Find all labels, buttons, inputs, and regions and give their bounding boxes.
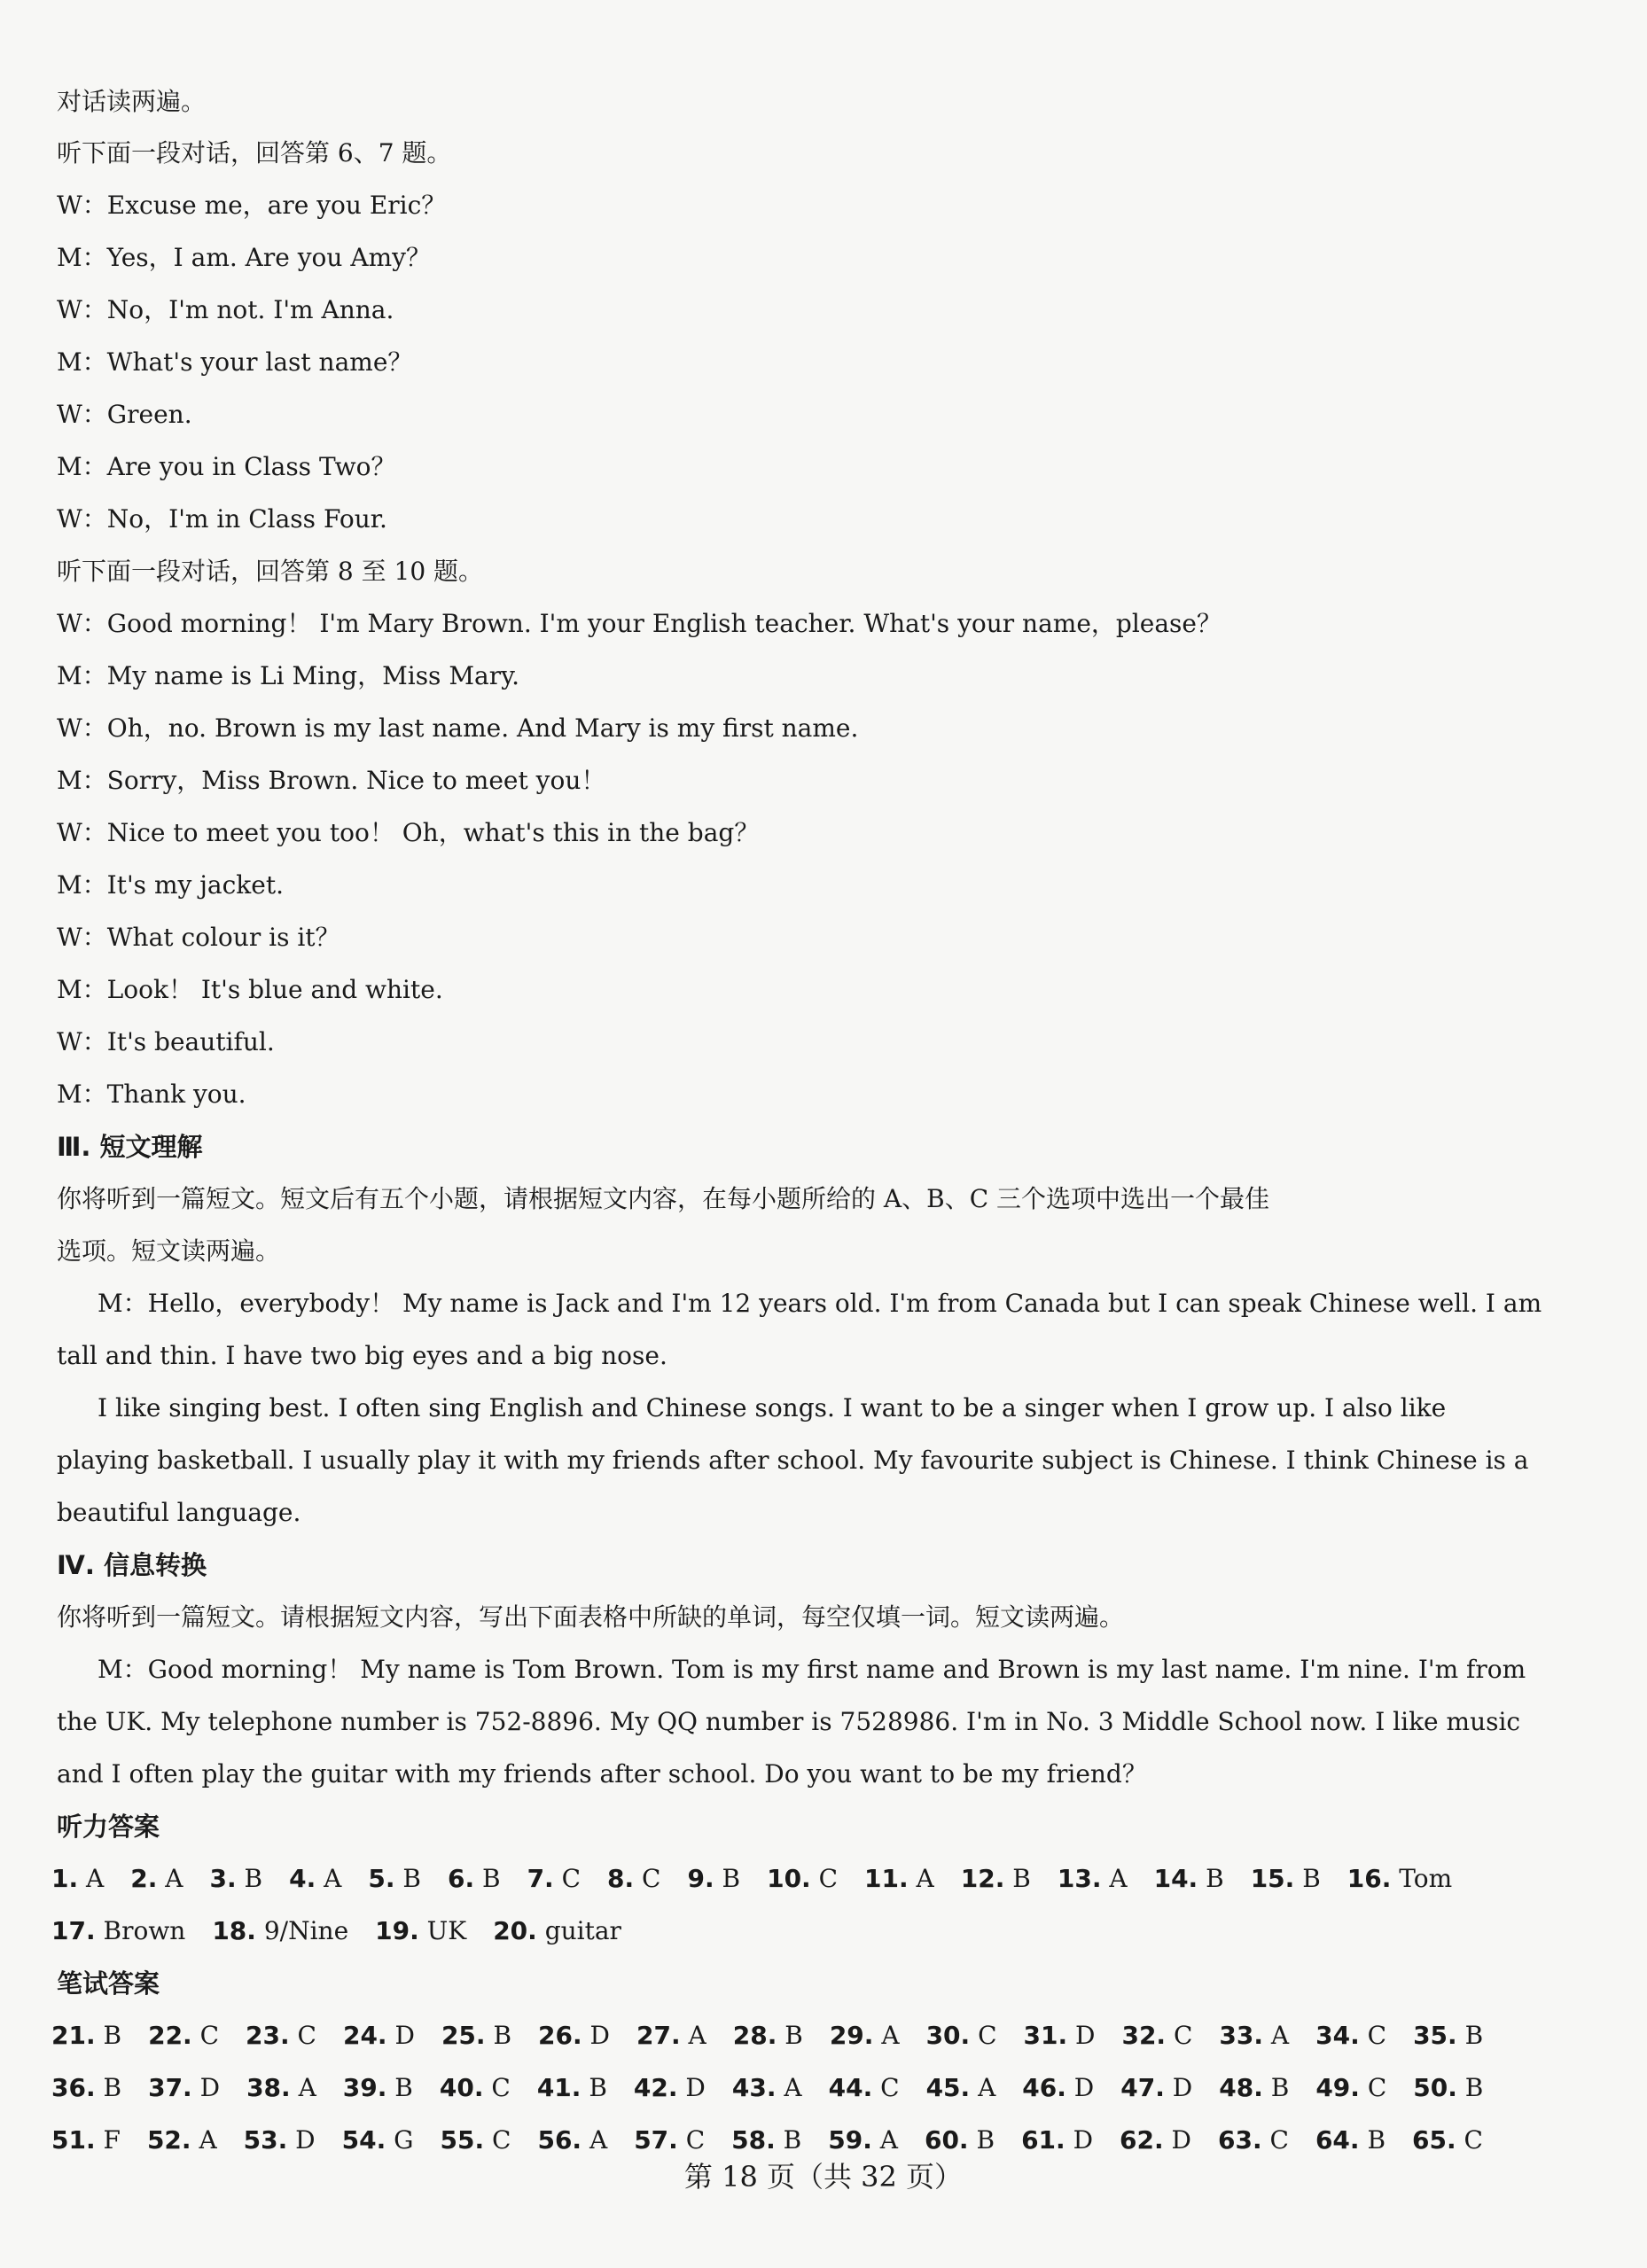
- answer-number: 15.: [1250, 1864, 1295, 1893]
- answer-value: B: [386, 2073, 413, 2102]
- answer-value: D: [1164, 2073, 1193, 2102]
- answer-item: [1413, 2070, 1483, 2106]
- answer-value: B: [581, 2073, 607, 2102]
- answer-item: [1058, 1861, 1128, 1897]
- answer-value: guitar: [536, 1916, 621, 1945]
- answer-value: B: [474, 1864, 501, 1893]
- answer-value: C: [677, 2125, 706, 2155]
- answer-item: [1315, 2123, 1386, 2158]
- answer-number: 50.: [1413, 2073, 1457, 2102]
- answer-number: 22.: [148, 2021, 192, 2050]
- answer-number: 14.: [1153, 1864, 1198, 1893]
- answer-value: C: [1456, 2125, 1483, 2155]
- answer-item: [210, 1861, 263, 1897]
- answer-item: [961, 1861, 1031, 1897]
- answer-number: 37.: [148, 2073, 192, 2102]
- answer-item: [448, 1861, 501, 1897]
- answer-item: [246, 2070, 316, 2106]
- answer-item: [733, 2018, 803, 2054]
- answer-value: B: [775, 2125, 802, 2155]
- answer-number: 5.: [368, 1864, 395, 1893]
- answer-number: 51.: [51, 2125, 96, 2155]
- answer-number: 65.: [1412, 2125, 1456, 2155]
- answer-number: 1.: [51, 1864, 79, 1893]
- answer-item: [732, 2070, 802, 2106]
- answer-item: [289, 1861, 341, 1897]
- answer-value: A: [871, 2125, 898, 2155]
- answer-value: A: [582, 2125, 608, 2155]
- section-3-instructions: 你将听到一篇短文。短文后有五个小题，请根据短文内容，在每小题所给的 A、B、C 三个选项中选出一个最佳: [57, 1184, 1270, 1213]
- answer-number: 16.: [1346, 1864, 1392, 1893]
- answer-item: [51, 1861, 104, 1897]
- answer-number: 27.: [636, 2021, 681, 2050]
- answer-item: [212, 1913, 348, 1949]
- dialogue-line: M：It's my jacket.: [57, 870, 284, 900]
- answer-number: 56.: [537, 2125, 582, 2155]
- answer-number: 35.: [1413, 2021, 1457, 2050]
- answer-value: A: [970, 2073, 996, 2102]
- answer-item: [767, 1861, 838, 1897]
- answer-item: [607, 1861, 660, 1897]
- answer-item: [830, 2018, 900, 2054]
- dialogue-line: M：Thank you.: [57, 1079, 246, 1109]
- answer-item: [634, 2070, 706, 2106]
- section-4-instructions: 你将听到一篇短文。请根据短文内容，写出下面表格中所缺的单词，每空仅填一词。短文读两遍。: [57, 1602, 1125, 1632]
- answer-item: [864, 1861, 934, 1897]
- answer-item: [51, 2070, 121, 2106]
- answer-number: 63.: [1218, 2125, 1262, 2155]
- answer-number: 36.: [51, 2073, 96, 2102]
- answer-number: 33.: [1219, 2021, 1264, 2050]
- answer-value: A: [191, 2125, 217, 2155]
- answer-item: [368, 1861, 421, 1897]
- answer-value: C: [289, 2021, 316, 2050]
- answer-value: A: [1263, 2021, 1290, 2050]
- answer-value: A: [873, 2021, 900, 2050]
- answer-item: [1347, 1861, 1452, 1897]
- answer-item: [493, 1913, 621, 1949]
- answer-number: 59.: [828, 2125, 872, 2155]
- answer-item: [1315, 2018, 1386, 2054]
- dialogue-intro: 对话读两遍。: [57, 87, 207, 116]
- answer-number: 29.: [829, 2021, 874, 2050]
- dialogue-line: W：It's beautiful.: [57, 1027, 275, 1056]
- answer-value: B: [1198, 1864, 1224, 1893]
- written-answers-row: [51, 2018, 1510, 2054]
- answer-value: D: [386, 2021, 415, 2050]
- answer-value: A: [680, 2021, 706, 2050]
- answer-item: [375, 1913, 466, 1949]
- answer-value: G: [386, 2125, 414, 2155]
- answer-number: 20.: [493, 1916, 537, 1945]
- answer-value: D: [287, 2125, 316, 2155]
- answer-number: 34.: [1315, 2021, 1360, 2050]
- answer-value: C: [1359, 2021, 1387, 2050]
- answer-number: 28.: [732, 2021, 777, 2050]
- answer-value: B: [95, 2021, 122, 2050]
- written-answers-title: 笔试答案: [57, 1968, 160, 1999]
- answer-number: 41.: [536, 2073, 582, 2102]
- answer-item: [828, 2123, 898, 2158]
- answer-item: [1218, 2123, 1289, 2158]
- dialogue-line: W：Good morning！ I'm Mary Brown. I'm your English teacher. What's your name，please？: [57, 609, 1222, 638]
- passage-line: and I often play the guitar with my friends after school. Do you want to be my friend？: [57, 1759, 1147, 1789]
- listening-answers-title: 听力答案: [57, 1812, 160, 1842]
- answer-value: B: [1359, 2125, 1386, 2155]
- answer-value: B: [968, 2125, 995, 2155]
- answer-item: [1121, 2018, 1192, 2054]
- dialogue-line: W：Nice to meet you too！ Oh，what's this in the bag？: [57, 818, 760, 847]
- dialogue-line: W：Oh，no. Brown is my last name. And Mary is my first name.: [57, 713, 859, 743]
- answer-number: 17.: [51, 1916, 96, 1945]
- answer-number: 47.: [1120, 2073, 1165, 2102]
- answer-number: 7.: [527, 1864, 554, 1893]
- answer-number: 55.: [440, 2125, 485, 2155]
- section-4-title: Ⅳ. 信息转换: [57, 1550, 207, 1580]
- dialogue-line: W：No，I'm not. I'm Anna.: [57, 295, 394, 324]
- answer-value: C: [191, 2021, 220, 2050]
- answer-item: [925, 2123, 995, 2158]
- answer-value: B: [1004, 1864, 1031, 1893]
- answer-value: D: [1067, 2021, 1096, 2050]
- answer-value: D: [1065, 2125, 1094, 2155]
- answer-item: [1219, 2070, 1289, 2106]
- answer-number: 11.: [864, 1864, 909, 1893]
- answer-item: [537, 2070, 607, 2106]
- dialogue-line: W：No，I'm in Class Four.: [57, 504, 387, 534]
- passage-line: M：Hello，everybody！ My name is Jack and I'm 12 years old. I'm from Canada but I can speak Chinese well. I am: [98, 1289, 1542, 1318]
- answer-item: [538, 2018, 610, 2054]
- answer-number: 6.: [447, 1864, 475, 1893]
- answer-value: A: [78, 1864, 105, 1893]
- answer-item: [1120, 2070, 1192, 2106]
- answer-number: 64.: [1315, 2125, 1360, 2155]
- answer-value: B: [1294, 1864, 1321, 1893]
- answer-number: 62.: [1120, 2125, 1164, 2155]
- answer-number: 58.: [731, 2125, 776, 2155]
- answer-item: [829, 2070, 900, 2106]
- answer-item: [246, 2018, 316, 2054]
- answer-value: A: [316, 1864, 342, 1893]
- answer-value: B: [777, 2021, 803, 2050]
- answer-item: [1021, 2123, 1093, 2158]
- answer-number: 54.: [341, 2125, 386, 2155]
- answer-item: [148, 2018, 219, 2054]
- answer-value: D: [1163, 2125, 1191, 2155]
- answer-item: [634, 2123, 705, 2158]
- answer-item: [926, 2070, 996, 2106]
- answer-item: [731, 2123, 801, 2158]
- answer-number: 2.: [130, 1864, 158, 1893]
- answer-number: 48.: [1219, 2073, 1263, 2102]
- answer-item: [51, 2018, 121, 2054]
- answer-value: C: [634, 1864, 661, 1893]
- answer-number: 19.: [375, 1916, 419, 1945]
- answer-value: A: [290, 2073, 316, 2102]
- answer-number: 46.: [1022, 2073, 1066, 2102]
- answer-value: C: [970, 2021, 997, 2050]
- answer-number: 30.: [925, 2021, 971, 2050]
- answer-value: A: [157, 1864, 183, 1893]
- dialogue-line: M：Look！ It's blue and white.: [57, 975, 443, 1004]
- answer-number: 52.: [146, 2125, 191, 2155]
- answer-item: [147, 2123, 217, 2158]
- passage-line: tall and thin. I have two big eyes and a big nose.: [57, 1341, 667, 1370]
- answer-item: [1219, 2018, 1289, 2054]
- answer-number: 60.: [924, 2125, 969, 2155]
- answer-item: [1412, 2123, 1483, 2158]
- answer-value: C: [1261, 2125, 1289, 2155]
- page-footer: 第 18 页（共 32 页）: [683, 2160, 964, 2194]
- answer-value: C: [1166, 2021, 1193, 2050]
- answer-value: B: [236, 1864, 263, 1893]
- answer-value: C: [483, 2073, 511, 2102]
- passage-line: I like singing best. I often sing English and Chinese songs. I want to be a singer when I grow up. I also like: [98, 1393, 1447, 1422]
- answer-item: [130, 1861, 183, 1897]
- answer-item: [1024, 2018, 1096, 2054]
- answer-value: UK: [418, 1916, 467, 1945]
- answer-item: [244, 2123, 316, 2158]
- answer-number: 32.: [1121, 2021, 1167, 2050]
- answer-number: 57.: [634, 2125, 678, 2155]
- answer-value: C: [553, 1864, 582, 1893]
- answer-number: 26.: [538, 2021, 582, 2050]
- answer-item: [342, 2123, 414, 2158]
- answer-number: 21.: [51, 2021, 96, 2050]
- answer-number: 10.: [767, 1864, 811, 1893]
- answer-value: B: [485, 2021, 512, 2050]
- answer-item: [687, 1861, 740, 1897]
- answer-number: 45.: [925, 2073, 971, 2102]
- answer-number: 3.: [209, 1864, 237, 1893]
- answer-item: [1315, 2070, 1386, 2106]
- passage-line: beautiful language.: [57, 1498, 301, 1527]
- answer-value: C: [484, 2125, 511, 2155]
- answer-value: Brown: [95, 1916, 186, 1945]
- answer-value: B: [394, 1864, 421, 1893]
- answer-item: [441, 2123, 511, 2158]
- answer-number: 42.: [633, 2073, 678, 2102]
- answer-item: [441, 2018, 511, 2054]
- answer-number: 49.: [1315, 2073, 1360, 2102]
- answer-number: 24.: [342, 2021, 387, 2050]
- dialogue-line: M：Sorry，Miss Brown. Nice to meet you！: [57, 766, 606, 795]
- answer-number: 23.: [246, 2021, 290, 2050]
- answer-value: D: [582, 2021, 610, 2050]
- answer-item: [440, 2070, 511, 2106]
- answer-number: 44.: [828, 2073, 873, 2102]
- answer-number: 31.: [1023, 2021, 1068, 2050]
- answer-number: 25.: [441, 2021, 486, 2050]
- passage-line: playing basketball. I usually play it with my friends after school. My favourite subject is Chinese. I think Chinese is a: [57, 1446, 1529, 1475]
- answer-item: [1120, 2123, 1191, 2158]
- answer-value: B: [95, 2073, 122, 2102]
- answer-item: [527, 1861, 581, 1897]
- answer-value: B: [1262, 2073, 1290, 2102]
- answer-item: [1022, 2070, 1094, 2106]
- answer-number: 18.: [212, 1916, 256, 1945]
- answer-item: [926, 2018, 997, 2054]
- answer-number: 43.: [731, 2073, 777, 2102]
- answer-value: F: [95, 2125, 121, 2155]
- answer-number: 53.: [243, 2125, 288, 2155]
- answer-value: B: [714, 1864, 741, 1893]
- dialogue-line: W：Excuse me，are you Eric？: [57, 191, 447, 220]
- answer-value: B: [1456, 2073, 1484, 2102]
- answer-item: [1413, 2018, 1483, 2054]
- dialogue-line: M：My name is Li Ming，Miss Mary.: [57, 661, 520, 690]
- answer-value: D: [191, 2073, 221, 2102]
- answer-number: 40.: [439, 2073, 484, 2102]
- written-answers-row: [51, 2123, 1510, 2158]
- written-answers-row: [51, 2070, 1510, 2106]
- answer-value: A: [1101, 1864, 1128, 1893]
- answer-item: [148, 2070, 220, 2106]
- listening-answers-row: [51, 1913, 648, 1949]
- answer-item: [343, 2018, 415, 2054]
- answer-number: 61.: [1021, 2125, 1065, 2155]
- answer-item: [636, 2018, 706, 2054]
- answer-number: 12.: [960, 1864, 1005, 1893]
- answer-value: D: [1065, 2073, 1095, 2102]
- answer-number: 39.: [342, 2073, 387, 2102]
- dialogue-line: W：Green.: [57, 400, 192, 429]
- dialogue-line: W：What colour is it？: [57, 923, 340, 952]
- answer-item: [1154, 1861, 1224, 1897]
- answer-value: C: [1359, 2073, 1387, 2102]
- section-3-instructions-cont: 选项。短文读两遍。: [57, 1236, 281, 1266]
- question-8-10-header: 听下面一段对话，回答第 8 至 10 题。: [57, 557, 484, 586]
- answer-value: B: [1456, 2021, 1484, 2050]
- answer-value: A: [776, 2073, 802, 2102]
- section-3-title: Ⅲ. 短文理解: [57, 1132, 203, 1162]
- question-6-7-header: 听下面一段对话，回答第 6、7 题。: [57, 138, 452, 168]
- answer-number: 8.: [607, 1864, 635, 1893]
- passage-line: the UK. My telephone number is 752-8896. My QQ number is 7528986. I'm in No. 3 Middle School now. I like music: [57, 1707, 1521, 1736]
- answer-item: [537, 2123, 607, 2158]
- answer-value: Tom: [1391, 1864, 1453, 1893]
- dialogue-line: M：What's your last name？: [57, 347, 413, 377]
- answer-value: D: [677, 2073, 706, 2102]
- dialogue-line: M：Yes，I am. Are you Amy？: [57, 243, 431, 272]
- answer-number: 9.: [687, 1864, 714, 1893]
- dialogue-line: M：Are you in Class Two？: [57, 452, 396, 481]
- passage-line: M：Good morning！ My name is Tom Brown. Tom is my first name and Brown is my last name. I'm nine. I'm from: [98, 1655, 1526, 1684]
- answer-value: 9/Nine: [255, 1916, 349, 1945]
- answer-value: A: [908, 1864, 934, 1893]
- answer-number: 4.: [289, 1864, 316, 1893]
- listening-answers-row: [51, 1861, 1479, 1897]
- answer-value: C: [810, 1864, 839, 1893]
- answer-item: [1251, 1861, 1321, 1897]
- answer-number: 38.: [246, 2073, 291, 2102]
- answer-number: 13.: [1057, 1864, 1102, 1893]
- answer-item: [51, 1913, 185, 1949]
- answer-value: C: [872, 2073, 900, 2102]
- answer-item: [51, 2123, 121, 2158]
- answer-item: [343, 2070, 413, 2106]
